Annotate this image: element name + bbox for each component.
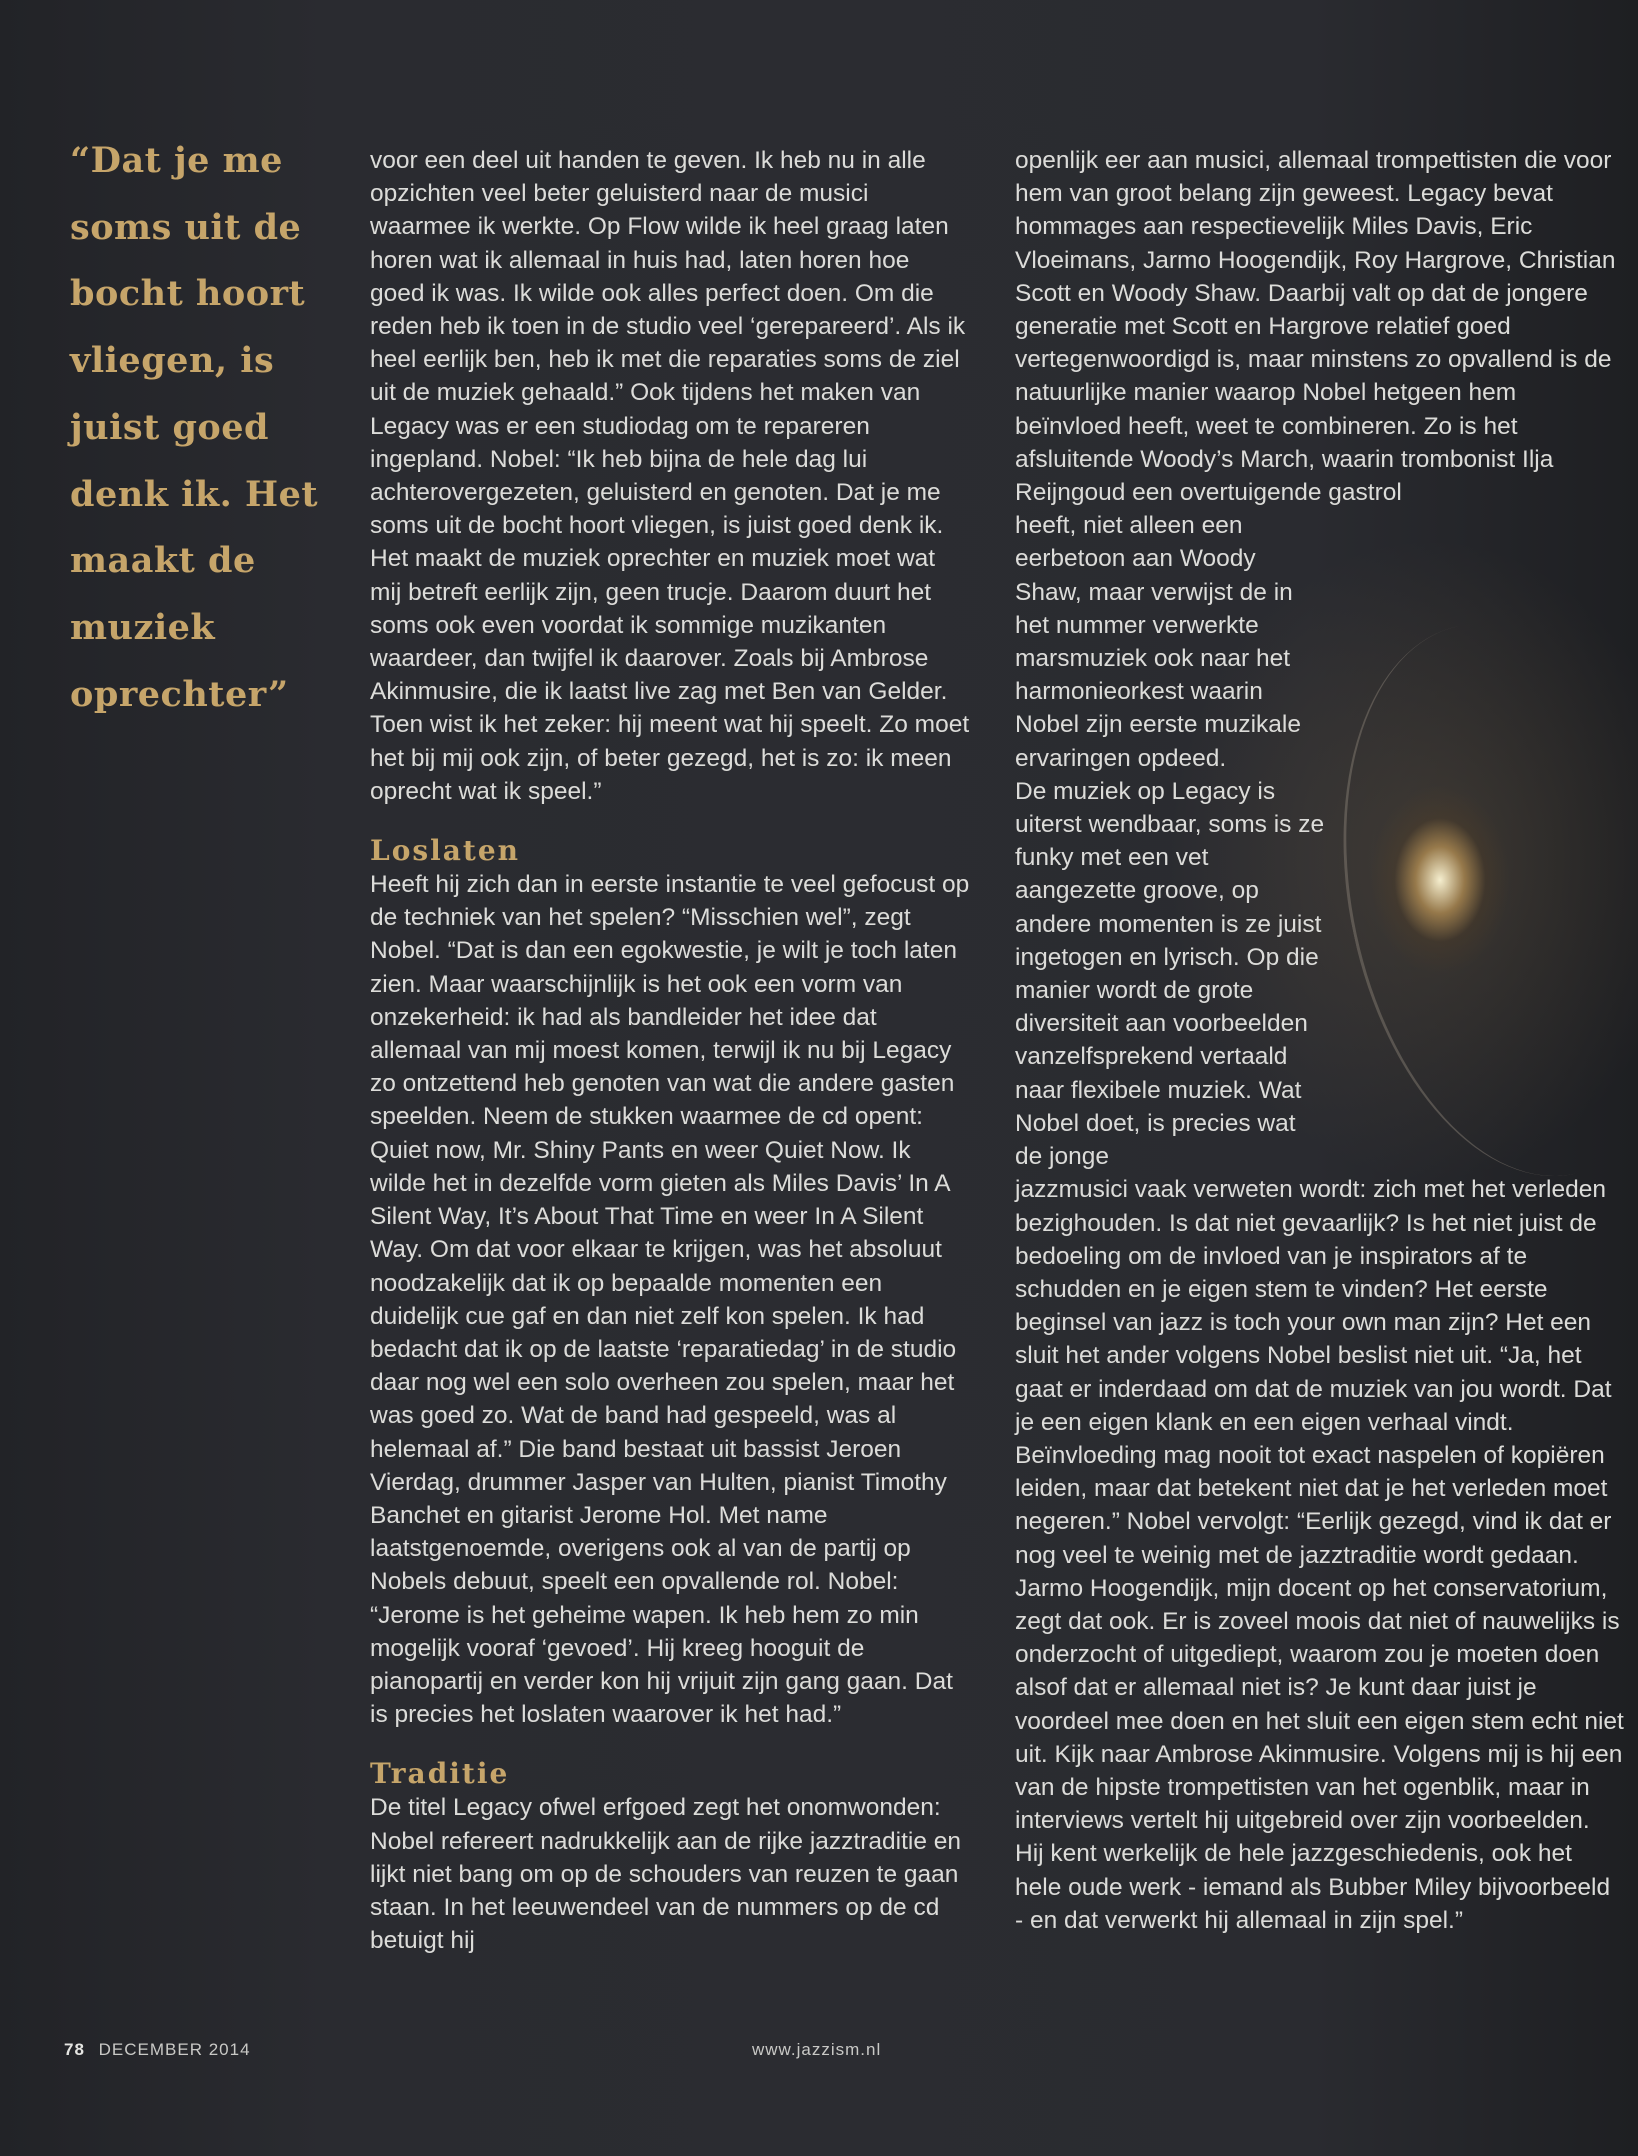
pull-quote: “Dat je me soms uit de bocht hoort vliegen, is juist goed denk ik. Het maakt de muziek oprechter” (70, 140, 319, 715)
article-paragraph: jazzmusici vaak verweten wordt: zich met het verleden bezighouden. Is dat niet gevaarlijk? Is het niet juist de bedoeling om de invloed van je inspirators af te schudden en je eigen stem te vinden? Het eerste beginsel van jazz is toch your own man zijn? Het een sluit het ander volgens Nobel beslist niet uit. “Ja, het gaat er inderdaad om dat de muziek van jou wordt. Dat je een eigen klank en een eigen verhaal vindt. Beïnvloeding mag nooit tot exact naspelen of kopiëren leiden, maar dat betekent niet dat je het verleden moet negeren.” Nobel vervolgt: “Eerlijk gezegd, vind ik dat er nog veel te weinig met de jazztraditie wordt gedaan. Jarmo Hoogendijk, mijn docent op het conservatorium, zegt dat ook. Er is zoveel moois dat niet of nauwelijks is onderzocht of uitgediept, waarom zou je moeten doen alsof dat er allemaal niet is? Je kunt daar juist je voordeel mee doen en het sluit een eigen stem echt niet uit. Kijk naar Ambrose Akinmusire. Volgens mij is hij een van de hipste trompettisten van het ogenblik, maar in interviews vertelt hij uitgebreid over zijn voorbeelden. Hij kent werkelijk de hele jazzgeschiedenis, ook het hele oude werk - iemand als Bubber Miley bijvoorbeeld - en dat verwerkt hij allemaal in zijn spel.” (1015, 1176, 1624, 1934)
article-paragraph: openlijk eer aan musici, allemaal trompettisten die voor hem van groot belang zijn geweest. Legacy bevat hommages aan respectievelijk Miles Davis, Eric Vloeimans, Jarmo Hoogendijk, Roy Hargrove, Christian Scott en Woody Shaw. Daarbij valt op dat de jongere generatie met Scott en Hargrove relatief goed vertegenwoordigd is, maar minstens zo opvallend is de natuurlijke manier waarop Nobel hetgeen hem beïnvloed heeft, weet te combineren. Zo is het afsluitende Woody’s March, waarin trombonist Ilja Reijngoud een overtuigende gastrol (1015, 147, 1616, 507)
article-paragraph: heeft, niet alleen een eerbetoon aan Woody Shaw, maar verwijst de in het nummer verwerkte marsmuziek ook naar het harmonieorkest waarin Nobel zijn eerste muzikale ervaringen opdeed. (1015, 512, 1301, 772)
section-heading-loslaten: Loslaten (370, 834, 521, 868)
article-paragraph: voor een deel uit handen te geven. Ik heb nu in alle opzichten veel beter geluisterd naar de musici waarmee ik werkte. Op Flow wilde ik heel graag laten horen wat ik allemaal in huis had, laten horen hoe goed ik was. Ik wilde ook alles perfect doen. Om die reden heb ik toen in de studio veel ‘gerepareerd’. Als ik heel eerlijk ben, heb ik met die reparaties soms de ziel uit de muziek gehaald.” Ook tijdens het maken van Legacy was er een studiodag om te repareren ingepland. Nobel: “Ik heb bijna de hele dag lui achterovergezeten, geluisterd en genoten. Dat je me soms uit de bocht hoort vliegen, is juist goed denk ik. Het maakt de muziek oprechter en muziek moet wat mij betreft eerlijk zijn, geen trucje. Daarom duurt het soms ook even voordat ik sommige muzikanten waardeer, dan twijfel ik daarover. Zoals bij Ambrose Akinmusire, die ik laatst live zag met Ben van Gelder. Toen wist ik het zeker: hij meent wat hij speelt. Zo moet het bij mij ook zijn, of beter gezegd, het is zo: ik meen oprecht wat ik speel.” (370, 147, 970, 805)
article-column-left (370, 144, 970, 1957)
article-column-right (1015, 144, 1625, 1937)
article-paragraph: Heeft hij zich dan in eerste instantie te veel gefocust op de techniek van het spelen? “Misschien wel”, zegt Nobel. “Dat is dan een egokwestie, je wilt je toch laten zien. Maar waarschijnlijk is het ook een vorm van onzekerheid: ik had als bandleider het idee dat allemaal van mij moest komen, terwijl ik nu bij Legacy zo ontzettend heb genoten van wat die andere gasten speelden. Neem de stukken waarmee de cd opent: Quiet now, Mr. Shiny Pants en weer Quiet Now. Ik wilde het in dezelfde vorm gieten als Miles Davis’ In A Silent Way, It’s About That Time en weer In A Silent Way. Om dat voor elkaar te krijgen, was het absoluut noodzakelijk dat ik op bepaalde momenten een duidelijk cue gaf en dan niet zelf kon spelen. Ik had bedacht dat ik op de laatste ‘reparatiedag’ in de studio daar nog wel een solo overheen zou spelen, maar het was goed zo. Wat de band had gespeeld, was al helemaal af.” Die band bestaat uit bassist Jeroen Vierdag, drummer Jasper van Hulten, pianist Timothy Banchet en gitarist Jerome Hol. Met name laatstgenoemde, overigens ook al van de partij op Nobels debuut, speelt een opvallende rol. Nobel: “Jerome is het geheime wapen. Ik heb hem zo min mogelijk vooraf ‘gevoed’. Hij kreeg hooguit de pianopartij en verder kon hij vrijuit zijn gang gaan. Dat is precies het loslaten waarover ik het had.” (370, 871, 970, 1729)
article-paragraph: De titel Legacy ofwel erfgoed zegt het onomwonden: Nobel refereert nadrukkelijk aan de rijke jazztraditie en lijkt niet bang om op de schouders van reuzen te gaan staan. In het leeuwendeel van de nummers op de cd betuigt hij (370, 1794, 962, 1955)
website-url: www.jazzism.nl (752, 2040, 882, 2059)
article-paragraph: De muziek op Legacy is uiterst wendbaar, soms is ze funky met een vet aangezette groove, op andere momenten is ze juist ingetogen en lyrisch. Op die manier wordt de grote diversiteit aan voorbeelden vanzelfsprekend vertaald naar flexibele muziek. Wat Nobel doet, is precies wat de jonge (1015, 777, 1325, 1171)
section-heading-traditie: Traditie (370, 1757, 510, 1791)
footer-website (752, 2040, 881, 2060)
issue-date: DECEMBER 2014 (98, 2040, 251, 2059)
footer-left (64, 2040, 251, 2060)
page-number: 78 (64, 2040, 85, 2059)
